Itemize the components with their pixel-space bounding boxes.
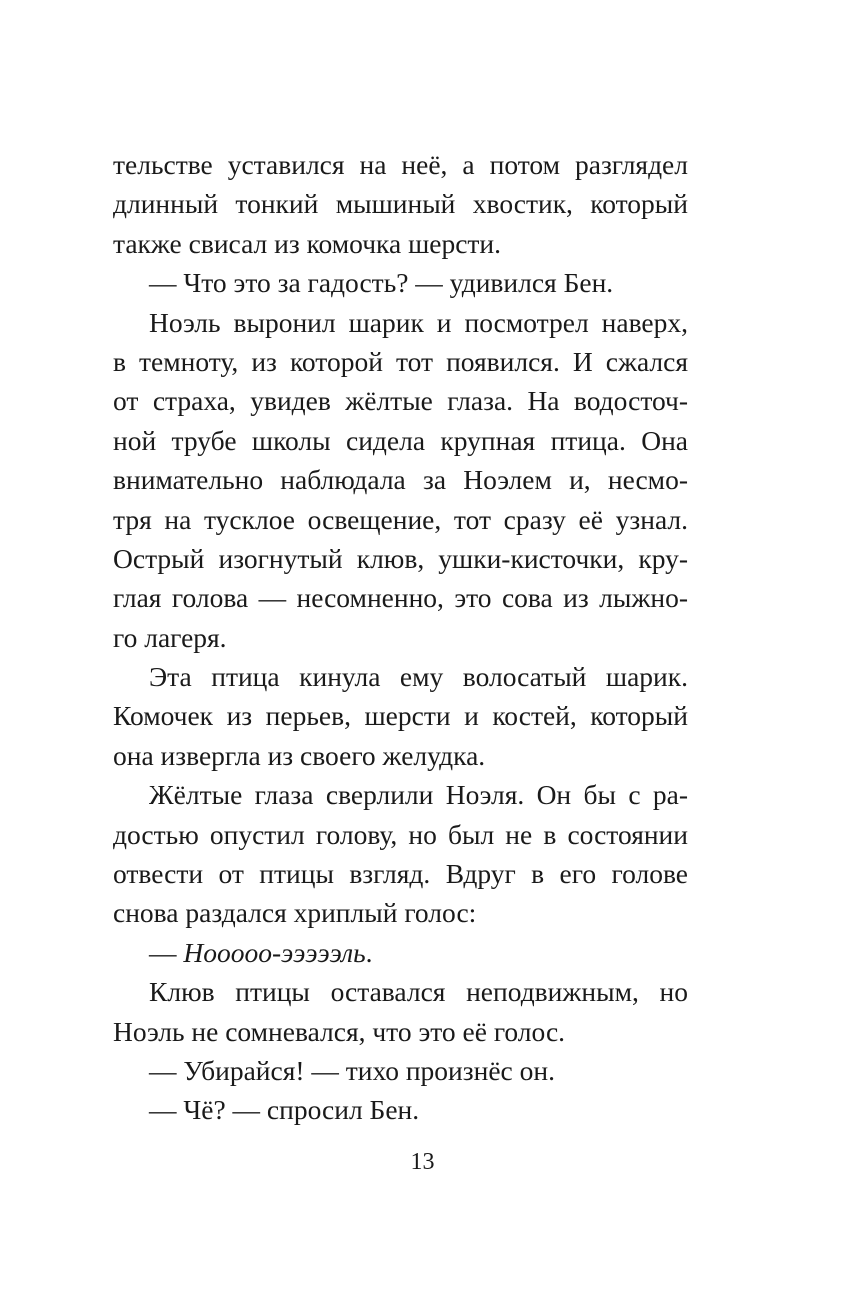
text-line: она извергла из своего желудка.: [113, 739, 486, 771]
text-line: длинный тонкий мышиный хвостик, который: [113, 188, 688, 220]
page-number: 13: [410, 1149, 435, 1175]
text-line: Ноэль не сомневался, что это её голос.: [113, 1015, 566, 1047]
text-line: снова раздался хриплый голос:: [113, 897, 477, 929]
text-line: отвести от птицы взгляд. Вдруг в его голове: [113, 858, 688, 890]
text-line: тря на тусклое освещение, тот сразу её узнал.: [113, 503, 688, 535]
text-line: го лагеря.: [113, 621, 227, 653]
text-line: в темноту, из которой тот появился. И сжался: [113, 345, 688, 377]
text-line: Жёлтые глаза сверлили Ноэля. Он бы с ра-: [149, 779, 688, 811]
dialogue-line-italic: [113, 933, 688, 972]
dialogue-line: — Убирайся! — тихо произнёс он.: [149, 1054, 555, 1086]
dash: —: [149, 936, 184, 968]
text-line: Клюв птицы оставался неподвижным, но: [149, 976, 688, 1008]
text-line: Острый изогнутый клюв, ушки-кисточки, кру-: [113, 542, 688, 574]
dialogue-line: — Что это за гадость? — удивился Бен.: [149, 267, 614, 299]
text-line: также свисал из комочка шерсти.: [113, 227, 502, 259]
text-line: глая голова — несомненно, это сова из лыжно-: [113, 582, 688, 614]
text-line: тельстве уставился на неё, а потом разглядел: [113, 149, 688, 180]
dialogue-line: — Чё? — спросил Бен.: [149, 1094, 420, 1126]
text-line: ной трубе школы сидела крупная птица. Она: [113, 424, 688, 456]
text-line: Ноэль выронил шарик и посмотрел наверх,: [149, 306, 688, 338]
text-line: Комочек из перьев, шерсти и костей, который: [113, 700, 688, 732]
text-line: Эта птица кинула ему волосатый шарик.: [149, 661, 688, 693]
italic-voice: Нооооо-эээээль: [183, 936, 366, 968]
text-line: достью опустил голову, но был не в состоянии: [113, 818, 688, 850]
body-text: [113, 145, 688, 1130]
period: .: [365, 936, 373, 968]
text-line: внимательно наблюдала за Ноэлем и, несмо-: [113, 464, 688, 496]
text-line: от страха, увидев жёлтые глаза. На водосточ-: [113, 385, 688, 417]
